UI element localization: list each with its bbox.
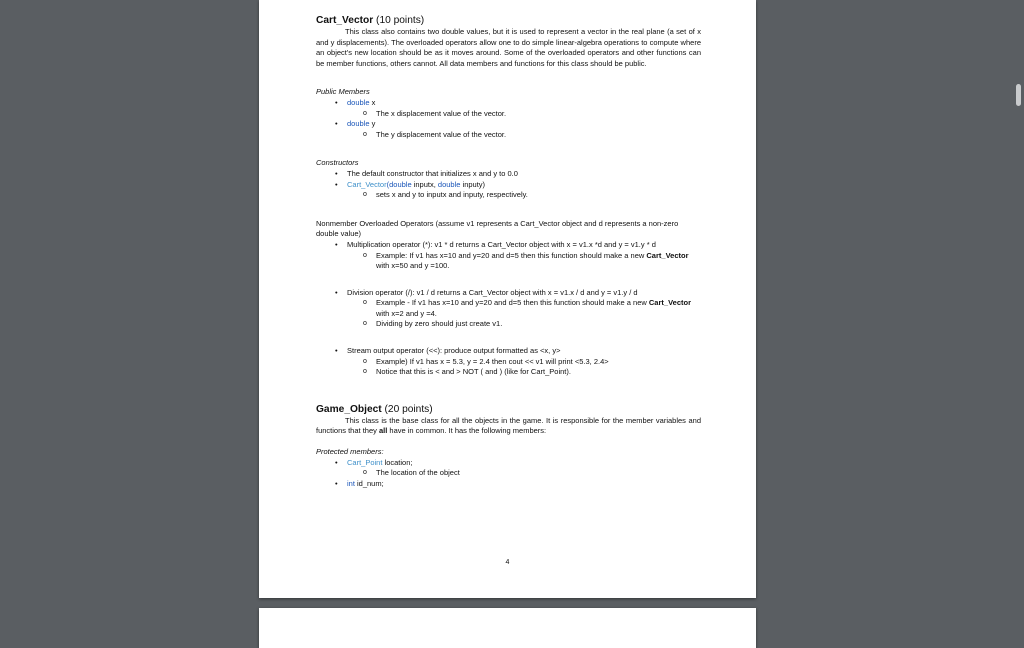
document-page (259, 0, 756, 598)
ctor-default: • The default constructor that initializes x and y to 0.0 (316, 169, 701, 180)
param-name: inputx, (411, 179, 438, 189)
div-operator (316, 288, 701, 330)
protected-members-list (316, 458, 701, 490)
page-number: 4 (505, 559, 510, 566)
public-members-list (316, 98, 701, 140)
example-class: Cart_Vector (648, 298, 691, 308)
protected-members-label: Protected members: (316, 447, 384, 457)
example-text: with x=50 and y =100. (376, 261, 450, 271)
div-zero: o Dividing by zero should just create v1. (347, 319, 701, 330)
operator-text: Division operator (/): v1 / d returns a Cart_Vector object with x = v1.x / d and y = v1.y / d (347, 287, 638, 297)
member-location (316, 458, 701, 479)
ctor-params (316, 180, 701, 201)
stream-example: o Example) If v1 has x = 5.3, y = 2.4 then cout << v1 will print <5.3, 2.4> (347, 357, 701, 368)
example-text: Example - If v1 has x=10 and y=20 and d=5 then this function should make a new (376, 298, 649, 308)
next-document-page (259, 608, 756, 648)
ctor-name: Cart_Vector (347, 179, 387, 189)
mult-operator (316, 240, 701, 272)
constructors-list (316, 169, 701, 201)
example-class: Cart_Vector (646, 250, 689, 260)
param-type: double (389, 179, 412, 189)
member-desc: o The y displacement value of the vector. (347, 130, 701, 141)
section-points: (10 points) (376, 15, 425, 26)
mult-example (347, 251, 701, 272)
section-title: Game_Object (316, 403, 382, 415)
operator-text: Multiplication operator (*): v1 * d returns a Cart_Vector object with x = v1.x *d and y = v1.y * d (347, 239, 656, 249)
member-type: int (347, 478, 355, 488)
member-name: x (371, 97, 376, 107)
member-x (316, 98, 701, 119)
param-type: double (437, 179, 461, 189)
operator-text: Stream output operator (<<): produce output formatted as <x, y> (347, 346, 561, 356)
member-name: location; (382, 457, 413, 467)
member-name: y (371, 119, 376, 129)
ctor-desc: o sets x and y to inputx and inputy, respectively. (347, 190, 701, 201)
param-name: inputy) (460, 179, 486, 189)
stream-notice: o Notice that this is < and > NOT ( and ) (like for Cart_Point). (347, 367, 701, 378)
member-type: Cart_Point (347, 457, 383, 467)
intro-text: have in common. It has the following members: (387, 426, 547, 436)
cart-vector-intro: This class also contains two double values, but it is used to represent a vector in the real plane (a set of x and y displacements). The overloaded operators allow one to do simple linear-algebra operations to compute where an object's new location should be as it moves around. Some of the overloaded operators and other functions can be member functions, others cannot. All data members and functions for this class should be public. (316, 27, 701, 68)
scrollbar-thumb[interactable] (1016, 84, 1021, 106)
member-desc: o The location of the object (347, 468, 701, 479)
page-content (316, 14, 701, 489)
section-title: Cart_Vector (316, 15, 374, 26)
constructors-label: Constructors (316, 158, 359, 168)
section-points: (20 points) (384, 403, 433, 415)
nonmember-label: Nonmember Overloaded Operators (assume v1 represents a Cart_Vector object and d represents a non-zero double value) (316, 218, 679, 239)
game-object-heading (316, 403, 701, 416)
member-desc: o The x displacement value of the vector. (347, 109, 701, 120)
member-y (316, 119, 701, 140)
member-type: double (347, 119, 370, 129)
example-text: with x=2 and y =4. (376, 308, 437, 318)
member-type: double (347, 97, 370, 107)
member-name: id_num; (354, 478, 384, 488)
ctor-paren: ( (386, 179, 390, 189)
public-members-label: Public Members (316, 87, 370, 97)
div-example (347, 298, 701, 319)
operators-list (316, 240, 701, 378)
example-text: Example: If v1 has x=10 and y=20 and d=5 then this function should make a new (376, 250, 647, 260)
stream-operator (316, 346, 701, 378)
intro-text: This class is the base class for all the objects in the game. It is responsible for the member variables and functions that they (316, 415, 701, 436)
cart-vector-heading (316, 14, 701, 27)
intro-bold: all (378, 426, 388, 436)
member-id-num (316, 479, 701, 490)
game-object-intro (316, 416, 701, 437)
